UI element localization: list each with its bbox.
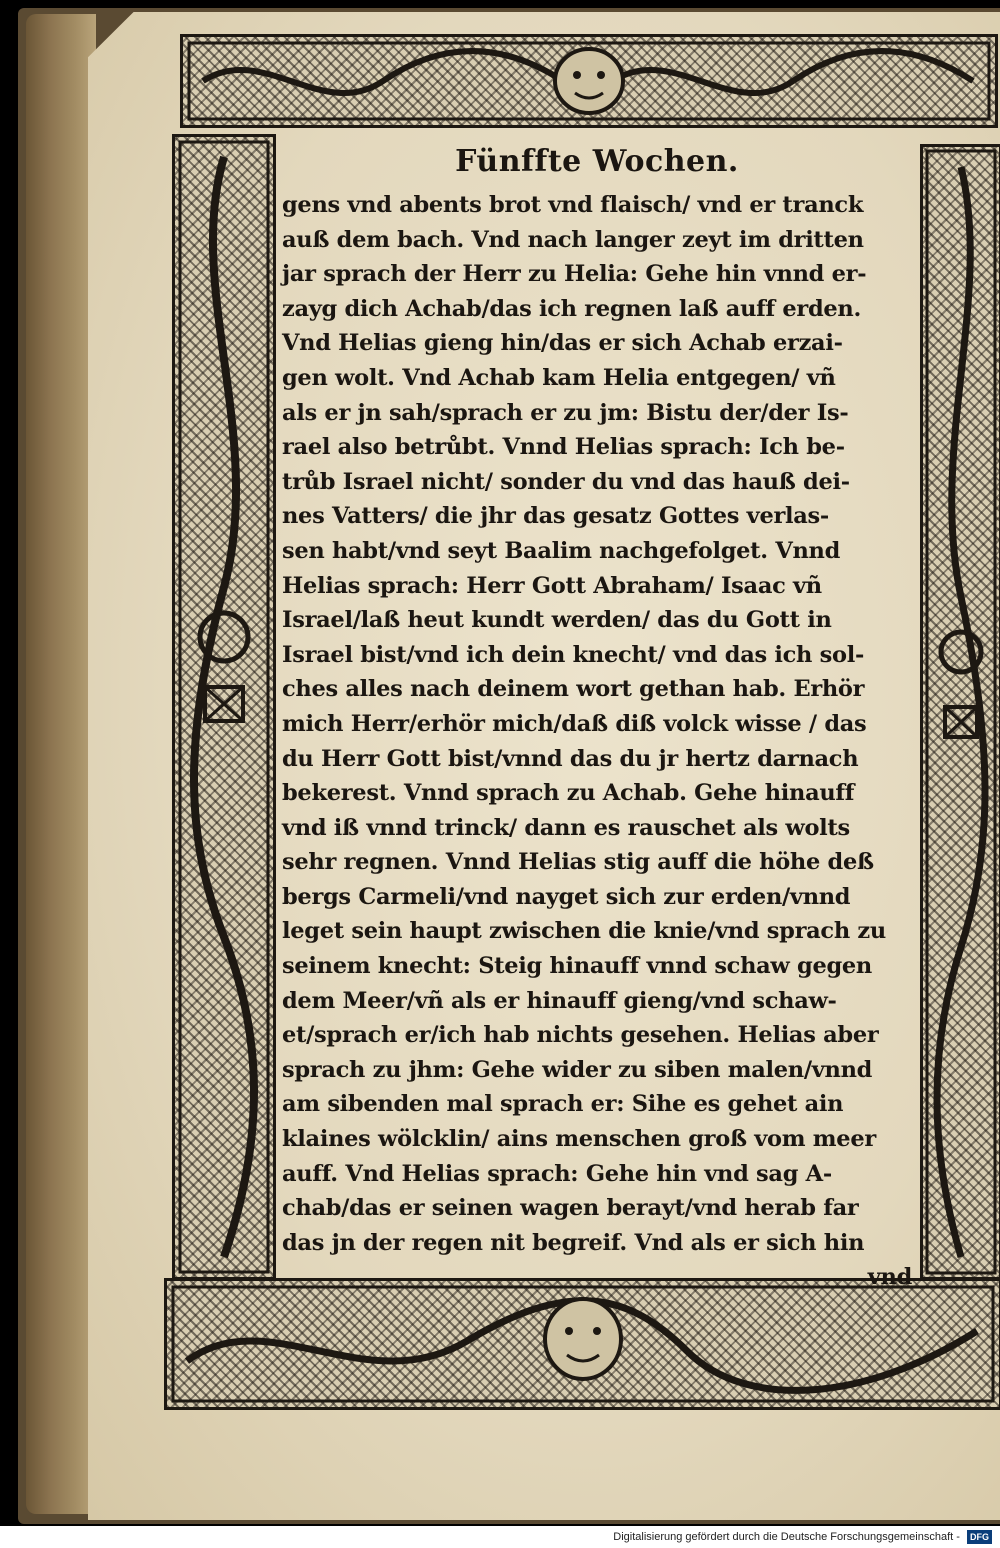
text-line: gens vnd abents brot vnd flaisch/ vnd er tranck <box>282 192 864 218</box>
text-line: sehr regnen. Vnnd Helias stig auff die höhe deß <box>282 849 874 876</box>
text-line: leget sein haupt zwischen die knie/vnd sprach zu <box>282 918 886 945</box>
dfg-logo: DFG <box>967 1530 992 1544</box>
footer-text: Digitalisierung gefördert durch die Deutsche Forschungsgemeinschaft - <box>613 1531 960 1543</box>
text-line: jar sprach der Herr zu Helia: Gehe hin vnnd er- <box>282 261 867 288</box>
text-line: rael also betrůbt. Vnnd Helias sprach: Ich be- <box>282 434 845 461</box>
woodcut-border-left <box>172 134 276 1280</box>
text-line: zayg dich Achab/das ich regnen laß auff erden. <box>282 295 862 322</box>
text-line: auff. Vnd Helias sprach: Gehe hin vnd sag A- <box>282 1160 832 1187</box>
text-line: sprach zu jhm: Gehe wider zu siben malen/vnnd <box>282 1056 873 1083</box>
text-line: klaines wölcklin/ ains menschen groß vom meer <box>282 1126 876 1153</box>
text-line: das jn der regen nit begreif. Vnd als er sich hin <box>282 1229 865 1256</box>
text-line: Israel bist/vnd ich dein knecht/ vnd das ich sol- <box>282 641 864 668</box>
text-line: nes Vatters/ die jhr das gesatz Gottes verlas- <box>282 503 829 530</box>
text-line: Helias sprach: Herr Gott Abraham/ Isaac vñ <box>282 572 822 599</box>
text-line: dem Meer/vñ als er hinauff gieng/vnd schaw- <box>282 987 837 1014</box>
page-heading: Fünffte Wochen. <box>455 144 739 179</box>
text-line: vnd iß vnnd trinck/ dann es rauschet als wolts <box>282 814 850 841</box>
text-line: gen wolt. Vnd Achab kam Helia entgegen/ vñ <box>282 364 836 391</box>
text-line: Vnd Helias gieng hin/das er sich Achab erzai- <box>282 330 843 357</box>
dfg-footer <box>0 1526 1000 1548</box>
text-line: mich Herr/erhör mich/daß diß volck wisse / das <box>282 710 867 737</box>
text-line: trůb Israel nicht/ sonder du vnd das hauß dei- <box>282 468 850 495</box>
text-line: Israel/laß heut kundt werden/ das du Gott in <box>282 607 832 634</box>
text-line: als er jn sah/sprach er zu jm: Bistu der/der Is- <box>282 399 849 426</box>
woodcut-border-right <box>920 144 1000 1280</box>
text-line: auß dem bach. Vnd nach langer zeyt im dritten <box>282 226 864 253</box>
text-line: am sibenden mal sprach er: Sihe es gehet ain <box>282 1091 844 1118</box>
text-line: bekerest. Vnnd sprach zu Achab. Gehe hinauff <box>282 780 855 807</box>
body-text <box>282 188 912 1260</box>
text-line: et/sprach er/ich hab nichts gesehen. Helias aber <box>282 1022 879 1049</box>
text-line: seinem knecht: Steig hinauff vnnd schaw gegen <box>282 953 872 980</box>
woodcut-border-bottom <box>164 1278 1000 1410</box>
catchword: vnd <box>867 1264 912 1291</box>
woodcut-border-top <box>180 34 998 128</box>
page-edges <box>26 14 96 1514</box>
text-line: du Herr Gott bist/vnnd das du jr hertz darnach <box>282 745 859 772</box>
text-line: ches alles nach deinem wort gethan hab. Erhör <box>282 676 865 703</box>
text-line: bergs Carmeli/vnd nayget sich zur erden/vnnd <box>282 883 851 910</box>
text-line: chab/das er seinen wagen berayt/vnd herab far <box>282 1195 859 1222</box>
text-block <box>282 140 912 1295</box>
text-line: sen habt/vnd seyt Baalim nachgefolget. Vnnd <box>282 537 841 564</box>
